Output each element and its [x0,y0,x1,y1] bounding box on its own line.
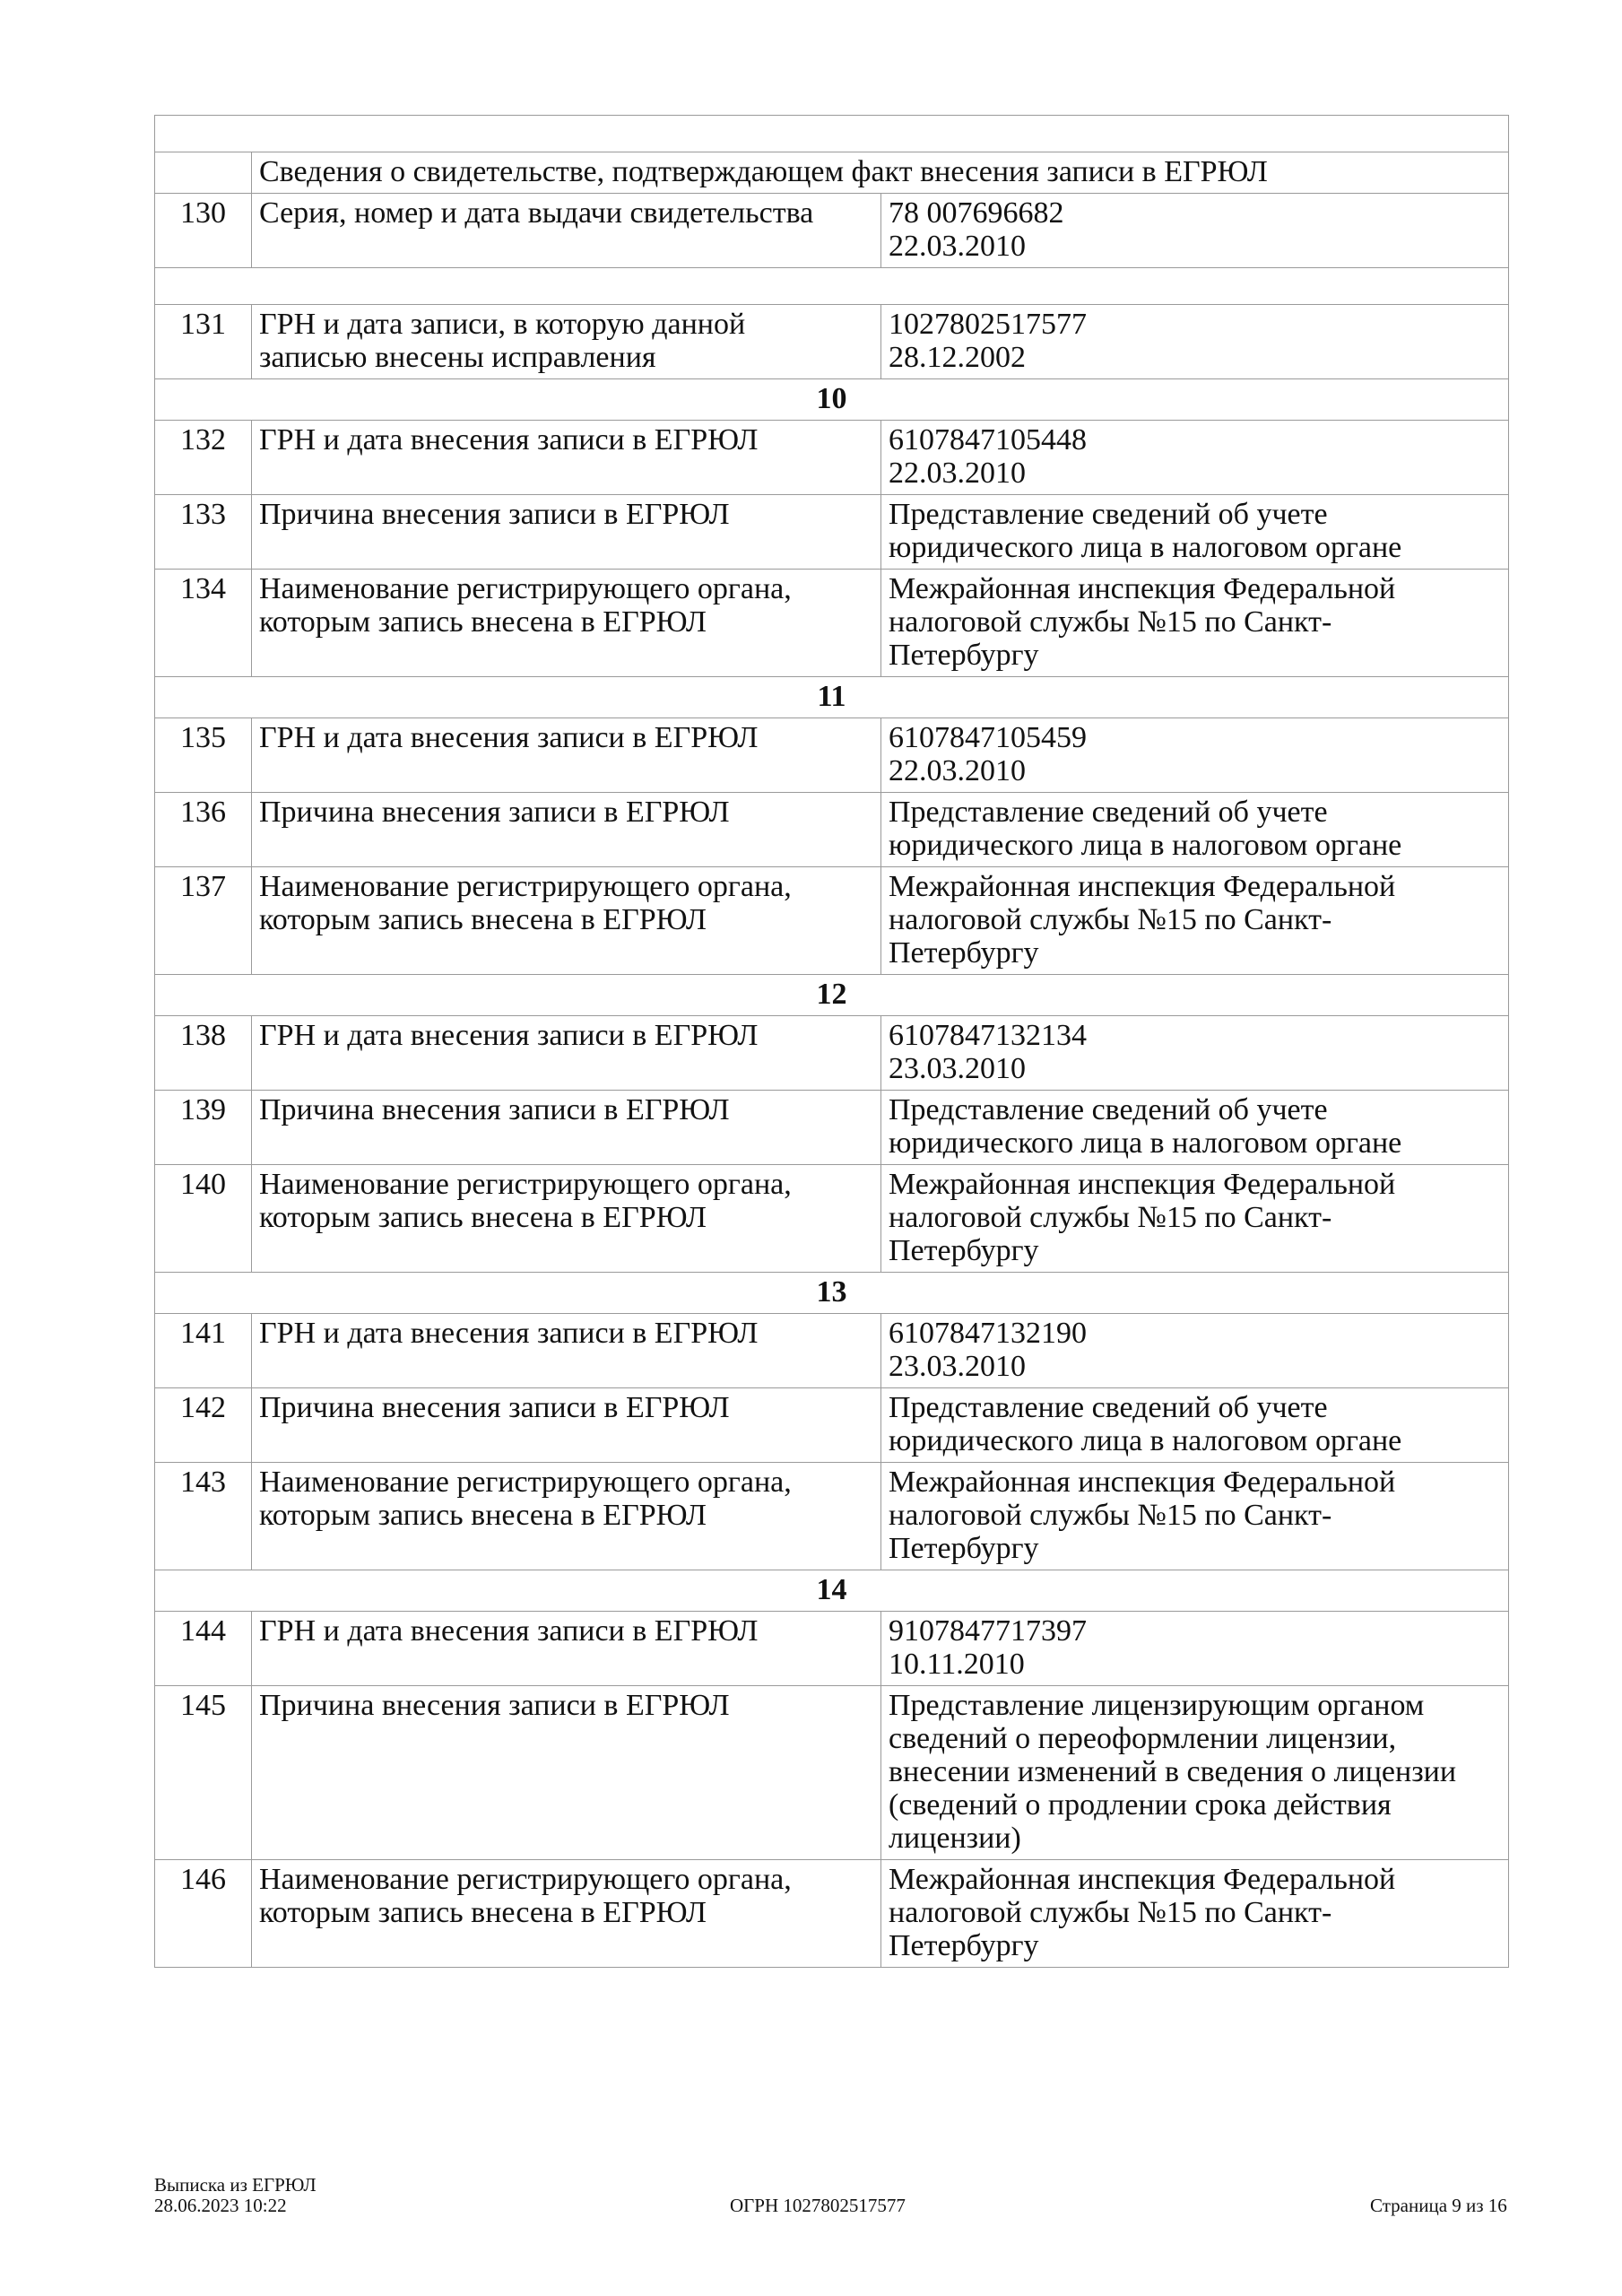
label-line: Причина внесения записи в ЕГРЮЛ [259,1689,730,1722]
value-line: Петербургу [889,936,1039,970]
row-value [881,194,1509,268]
value-line: налоговой службы №15 по Санкт- [889,1896,1332,1929]
label-line: ГРН и дата внесения записи в ЕГРЮЛ [259,1019,759,1052]
row-value [881,718,1509,793]
value-line: 78 007696682 [889,196,1064,230]
value-line: юридического лица в налоговом органе [889,1126,1402,1160]
section-number: 10 [155,379,1509,421]
value-line: 23.03.2010 [889,1052,1026,1085]
row-value [881,1388,1509,1463]
empty-cell [155,116,1509,152]
label-line: Причина внесения записи в ЕГРЮЛ [259,498,730,531]
row-value [881,1612,1509,1686]
row-label [252,1860,881,1968]
row-value [881,867,1509,975]
value-line: Межрайонная инспекция Федеральной [889,870,1396,903]
row-value [881,495,1509,570]
row-number: 137 [155,867,252,975]
label-line: которым запись внесена в ЕГРЮЛ [259,1896,707,1929]
records-table-body [155,116,1509,1968]
value-line: 6107847105448 [889,423,1087,457]
value-line: (сведений о продлении срока действия [889,1788,1392,1822]
value-line: 28.12.2002 [889,341,1026,374]
table-row [155,421,1509,495]
table-row [155,570,1509,677]
row-value [881,1860,1509,1968]
value-line: Межрайонная инспекция Федеральной [889,1168,1396,1201]
row-label [252,570,881,677]
row-number: 131 [155,305,252,379]
value-line: налоговой службы №15 по Санкт- [889,1201,1332,1234]
value-line: 22.03.2010 [889,457,1026,490]
row-label [252,1612,881,1686]
row-label [252,718,881,793]
value-line: сведений о переоформлении лицензии, [889,1722,1397,1755]
row-number: 141 [155,1314,252,1388]
table-row [155,1016,1509,1091]
row-label [252,793,881,867]
table-row [155,1388,1509,1463]
row-number: 145 [155,1686,252,1860]
label-line: ГРН и дата внесения записи в ЕГРЮЛ [259,1317,759,1350]
row-label [252,1091,881,1165]
label-line: Наименование регистрирующего органа, [259,870,792,903]
value-line: Представление сведений об учете [889,498,1328,531]
label-line: Причина внесения записи в ЕГРЮЛ [259,1093,730,1126]
row-label [252,1016,881,1091]
row-number: 130 [155,194,252,268]
row-value [881,1016,1509,1091]
row-number: 136 [155,793,252,867]
value-line: 9107847717397 [889,1614,1087,1648]
row-number: 138 [155,1016,252,1091]
footer-left [154,2175,317,2216]
section-header-row [155,152,1509,194]
label-line: Наименование регистрирующего органа, [259,1863,792,1896]
value-line: 6107847132134 [889,1019,1087,1052]
row-number: 133 [155,495,252,570]
row-label [252,421,881,495]
section-header-text: Сведения о свидетельстве, подтверждающем факт внесения записи в ЕГРЮЛ [252,152,1509,194]
table-row [155,1165,1509,1273]
value-line: 10.11.2010 [889,1648,1025,1681]
label-line: которым запись внесена в ЕГРЮЛ [259,1499,707,1532]
footer-doc-title: Выписка из ЕГРЮЛ [154,2174,317,2196]
row-value [881,570,1509,677]
empty-row [155,268,1509,305]
row-value [881,793,1509,867]
table-row [155,1860,1509,1968]
label-line: Наименование регистрирующего органа, [259,1465,792,1499]
value-line: 1027802517577 [889,308,1087,341]
value-line: Представление сведений об учете [889,796,1328,829]
row-number: 146 [155,1860,252,1968]
value-line: юридического лица в налоговом органе [889,829,1402,862]
row-value [881,1165,1509,1273]
table-row [155,1463,1509,1570]
row-number: 139 [155,1091,252,1165]
row-label [252,305,881,379]
section-number: 13 [155,1273,1509,1314]
table-row [155,793,1509,867]
row-number: 143 [155,1463,252,1570]
table-row [155,1686,1509,1860]
row-number: 132 [155,421,252,495]
label-line: ГРН и дата внесения записи в ЕГРЮЛ [259,423,759,457]
label-line: ГРН и дата внесения записи в ЕГРЮЛ [259,721,759,754]
value-line: Представление лицензирующим органом [889,1689,1425,1722]
label-line: Причина внесения записи в ЕГРЮЛ [259,796,730,829]
value-line: налоговой службы №15 по Санкт- [889,1499,1332,1532]
row-value [881,1463,1509,1570]
value-line: 6107847132190 [889,1317,1087,1350]
section-title-row [155,1570,1509,1612]
section-title-row [155,1273,1509,1314]
section-number: 11 [155,677,1509,718]
value-line: налоговой службы №15 по Санкт- [889,605,1332,639]
value-line: 6107847105459 [889,721,1087,754]
section-title-row [155,975,1509,1016]
label-line: которым запись внесена в ЕГРЮЛ [259,1201,707,1234]
row-number: 142 [155,1388,252,1463]
section-number: 12 [155,975,1509,1016]
value-line: 22.03.2010 [889,754,1026,787]
value-line: Петербургу [889,639,1039,672]
row-value [881,421,1509,495]
label-line: Наименование регистрирующего органа, [259,572,792,605]
value-line: Представление сведений об учете [889,1093,1328,1126]
empty-row [155,116,1509,152]
value-line: внесении изменений в сведения о лицензии [889,1755,1457,1788]
table-row [155,495,1509,570]
footer-page-number: Страница 9 из 16 [1370,2195,1507,2216]
label-line: записью внесены исправления [259,341,656,374]
table-row [155,718,1509,793]
table-row [155,194,1509,268]
section-title-row [155,379,1509,421]
value-line: юридического лица в налоговом органе [889,1424,1402,1457]
label-line: ГРН и дата внесения записи в ЕГРЮЛ [259,1614,759,1648]
label-line: Причина внесения записи в ЕГРЮЛ [259,1391,730,1424]
value-line: Петербургу [889,1234,1039,1267]
value-line: 23.03.2010 [889,1350,1026,1383]
row-number: 140 [155,1165,252,1273]
footer-ogrn: ОГРН 1027802517577 [730,2195,906,2216]
label-line: которым запись внесена в ЕГРЮЛ [259,903,707,936]
row-label [252,1314,881,1388]
label-line: Наименование регистрирующего органа, [259,1168,792,1201]
value-line: юридического лица в налоговом органе [889,531,1402,564]
row-label [252,495,881,570]
row-label [252,1463,881,1570]
value-line: лицензии) [889,1822,1021,1855]
table-row [155,1314,1509,1388]
row-value [881,1091,1509,1165]
empty-cell [155,268,1509,305]
row-value [881,1314,1509,1388]
value-line: Петербургу [889,1532,1039,1565]
row-label: Серия, номер и дата выдачи свидетельства [252,194,881,268]
egrul-records-table [154,115,1509,1968]
row-number: 144 [155,1612,252,1686]
table-row [155,305,1509,379]
value-line: Межрайонная инспекция Федеральной [889,572,1396,605]
section-number: 14 [155,1570,1509,1612]
table-row [155,1612,1509,1686]
section-title-row [155,677,1509,718]
empty-num-cell [155,152,252,194]
footer-datetime: 28.06.2023 10:22 [154,2195,287,2216]
table-row [155,1091,1509,1165]
value-line: Межрайонная инспекция Федеральной [889,1863,1396,1896]
table-row [155,867,1509,975]
label-line: ГРН и дата записи, в которую данной [259,308,746,341]
label-line: которым запись внесена в ЕГРЮЛ [259,605,707,639]
row-label [252,1388,881,1463]
value-line: налоговой службы №15 по Санкт- [889,903,1332,936]
row-label [252,1686,881,1860]
row-number: 134 [155,570,252,677]
row-label [252,867,881,975]
value-line: Представление сведений об учете [889,1391,1328,1424]
row-value [881,1686,1509,1860]
value-line: Петербургу [889,1929,1039,1962]
row-value [881,305,1509,379]
value-line: 22.03.2010 [889,230,1026,263]
row-number: 135 [155,718,252,793]
value-line: Межрайонная инспекция Федеральной [889,1465,1396,1499]
row-label [252,1165,881,1273]
